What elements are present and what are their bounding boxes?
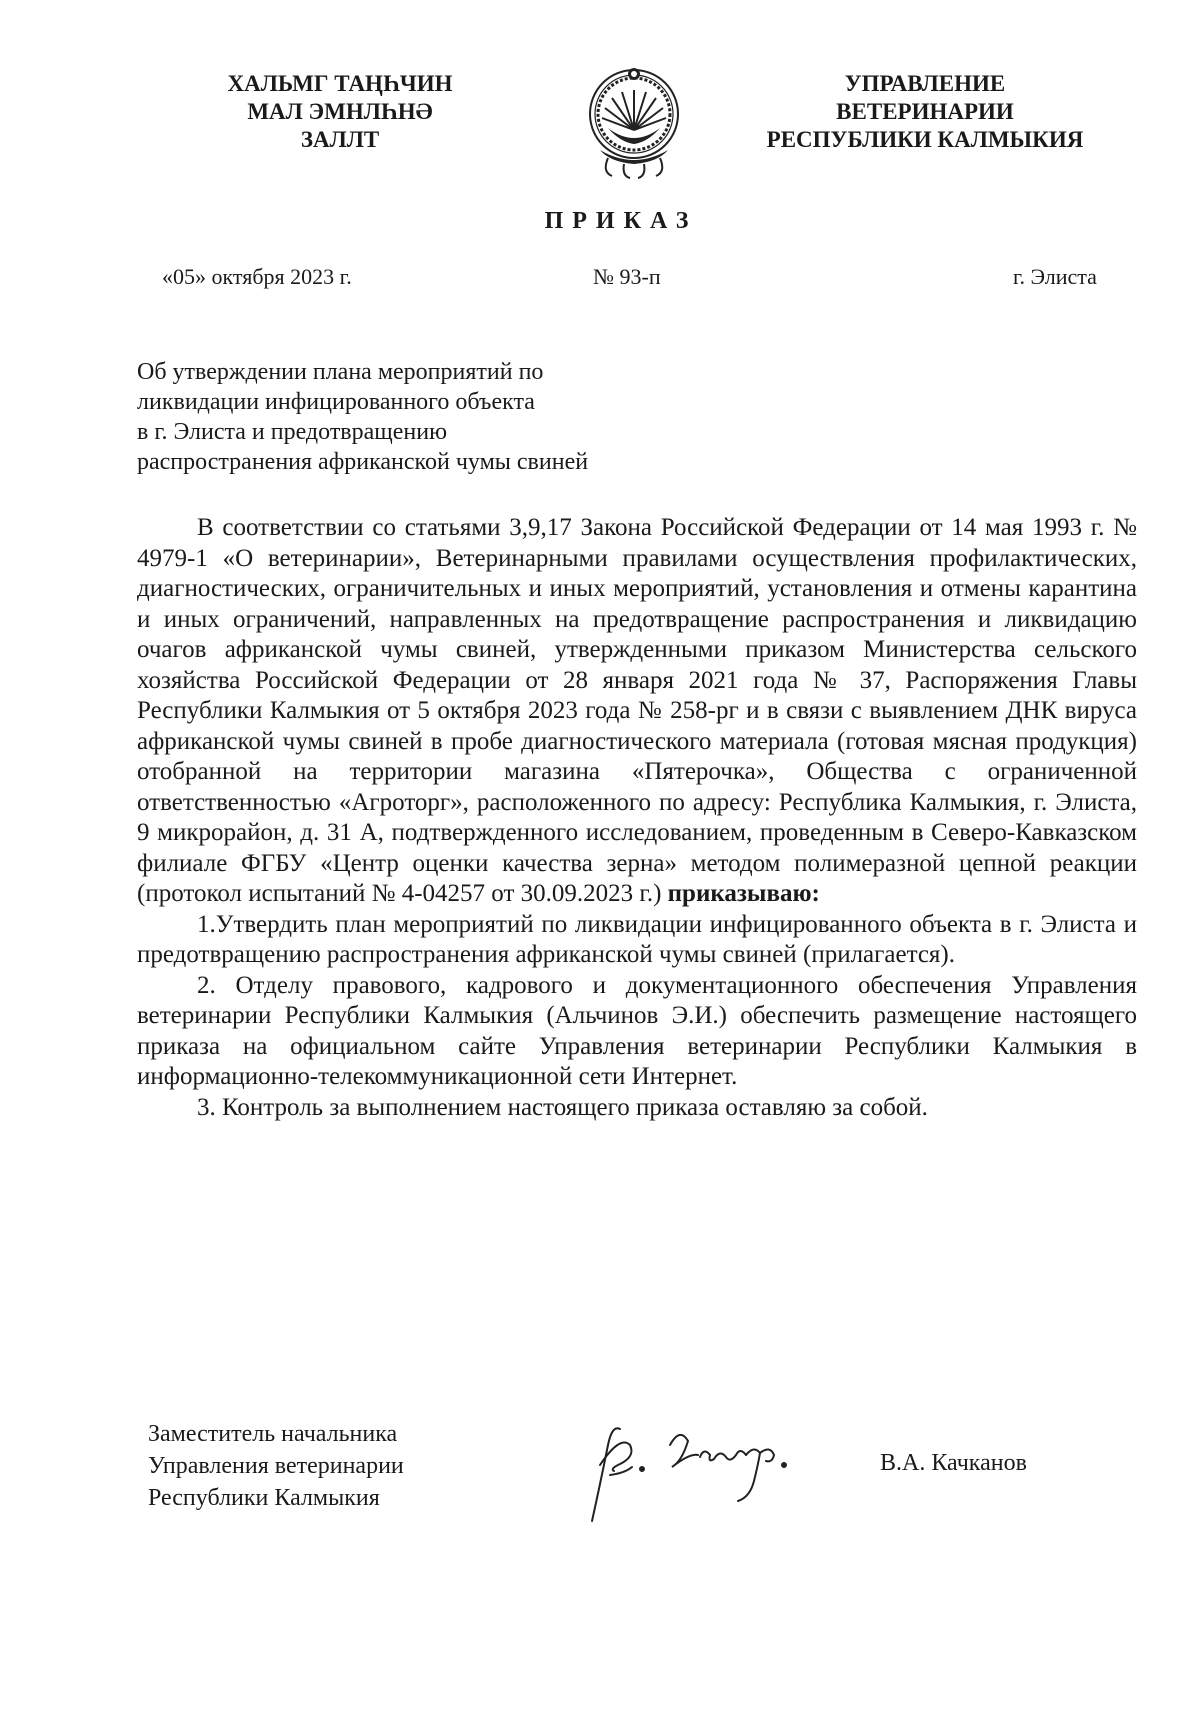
order-item: 2. Отделу правового, кадрового и документационного обеспечения Управления ветеринарии Республики Калмыкия (Альчинов Э.И.) обеспечить размещение настоящего приказа на официальном сайте Управления ветеринарии Республики Калмыкия в информационно-телекоммуникационной сети Интернет. — [137, 971, 1137, 1090]
preamble-text: В соответствии со статьями 3,9,17 Закона Российской Федерации от 14 мая 1993 г. № 4979-1 «О ветеринарии», Ветеринарными правилами осуществления профилактических, диагностических, ограничительных и иных мероприятий, установления и отмены карантина и иных ограничений, направленных на предотвращение распространения и ликвидацию очагов африканской чумы свиней, утвержденными приказом Министерства сельского хозяйства Российской Федерации от 28 января 2021 года № 37, Распоряжения Главы Республики Калмыкия от 5 октября 2023 года № 258-рг и в связи с выявлением ДНК вируса африканской чумы свиней в пробе диагностического материала (готовая мясная продукция) отобранной на территории магазина «Пятерочка», Общества с ограниченной ответственностью «Агроторг», расположенного по адресу: Республика Калмыкия, г. Элиста, 9 микрорайон, д. 31 А, подтвержденного исследованием, проведенным в Северо-Кавказском филиале ФГБУ «Центр оценки качества зерна» методом полимеразной цепной реакции (протокол испытаний № 4-04257 от 30.09.2023 г.) — [137, 514, 1137, 907]
signatory-position — [148, 1418, 404, 1514]
order-word: приказываю: — [667, 880, 820, 907]
order-item: 3. Контроль за выполнением настоящего приказа оставляю за собой. — [197, 1093, 928, 1121]
order-number: № 93-п — [593, 264, 661, 289]
subject-line: ликвидации инфицированного объекта — [137, 389, 535, 415]
header-kalmyk-org-name — [200, 70, 480, 154]
header-left-line: ЗАЛЛТ — [300, 127, 380, 152]
order-item: 1.Утвердить план мероприятий по ликвидации инфицированного объекта в г. Элиста и предотвращению распространения африканской чумы свиней (прилагается). — [137, 910, 1137, 968]
subject-line: Об утверждении плана мероприятий по — [137, 359, 544, 385]
order-date: «05» октября 2023 г. — [162, 264, 352, 289]
preamble-paragraph — [137, 513, 1137, 910]
header-right-line: УПРАВЛЕНИЕ — [844, 71, 1006, 96]
position-line: Заместитель начальника — [148, 1421, 398, 1447]
order-city: г. Элиста — [1013, 264, 1097, 289]
header-right-line: РЕСПУБЛИКИ КАЛМЫКИЯ — [766, 127, 1084, 152]
order-subject — [137, 357, 697, 477]
header-russian-org-name — [735, 70, 1115, 154]
order-body — [137, 513, 1137, 1123]
position-line: Республики Калмыкия — [148, 1485, 380, 1511]
header-left-line: ХАЛЬМГ ТАҢҺЧИН — [227, 71, 453, 96]
republic-of-kalmykia-emblem-icon — [578, 58, 690, 180]
subject-line: в г. Элиста и предотвращению — [137, 419, 448, 445]
document-type-title: ПРИКАЗ — [544, 208, 698, 234]
position-line: Управления ветеринарии — [148, 1453, 404, 1479]
header-right-line: ВЕТЕРИНАРИИ — [836, 99, 1014, 124]
subject-line: распространения африканской чумы свиней — [137, 449, 589, 475]
signatory-name: В.А. Качканов — [880, 1450, 1027, 1476]
header-left-line: МАЛ ЭМНЛҺНӘ — [247, 99, 433, 124]
handwritten-signature-icon — [570, 1405, 830, 1535]
